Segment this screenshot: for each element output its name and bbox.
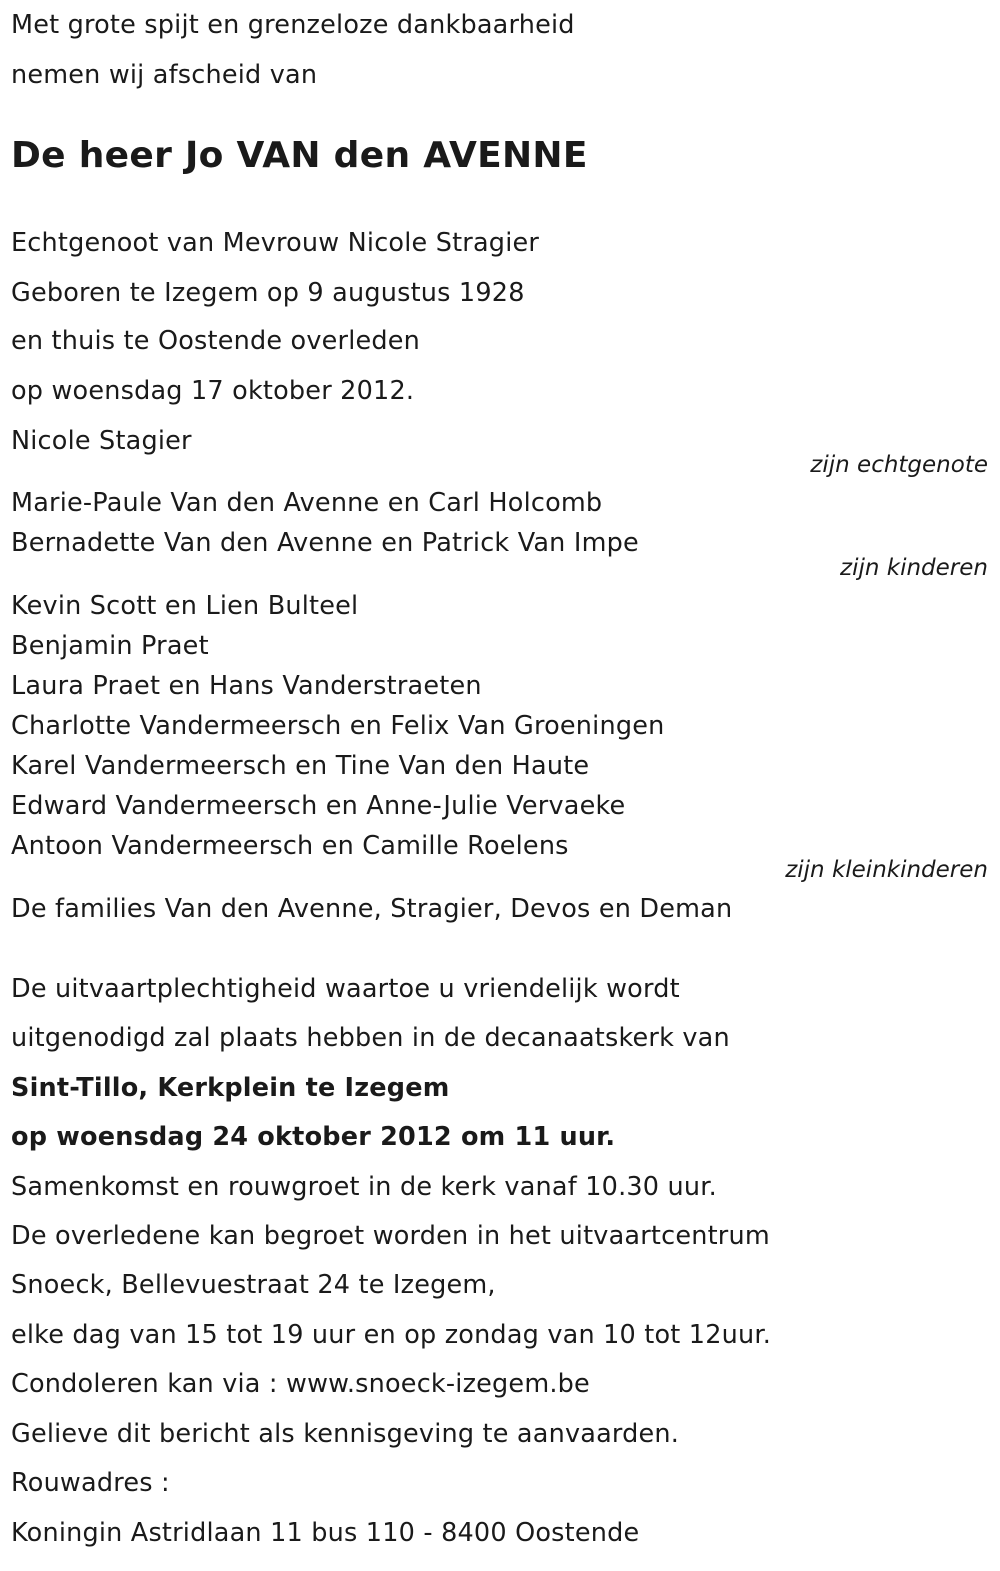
spouse-name: Nicole Stagier [11,426,192,456]
condolence-line: Condoleren kan via : www.snoeck-izegem.be [11,1369,590,1399]
deceased-name: De heer Jo VAN den AVENNE [11,135,588,176]
ceremony-detail-2: De overledene kan begroet worden in het uitvaartcentrum [11,1221,770,1251]
families-line: De families Van den Avenne, Stragier, Devos en Deman [11,894,733,924]
bio-line-1: Echtgenoot van Mevrouw Nicole Stragier [11,228,540,258]
grandchild-line-4: Charlotte Vandermeersch en Felix Van Groeningen [11,711,665,741]
mourning-address-label: Rouwadres : [11,1468,170,1498]
ceremony-detail-6: Gelieve dit bericht als kennisgeving te aanvaarden. [11,1419,680,1449]
grandchildren-relation: zijn kleinkinderen [785,857,988,883]
ceremony-detail-1: Samenkomst en rouwgroet in de kerk vanaf 10.30 uur. [11,1172,717,1202]
ceremony-datetime: op woensdag 24 oktober 2012 om 11 uur. [11,1122,616,1152]
children-relation: zijn kinderen [840,555,988,581]
mourning-address: Koningin Astridlaan 11 bus 110 - 8400 Oostende [11,1518,640,1548]
intro-line-1: Met grote spijt en grenzeloze dankbaarheid [11,10,575,40]
ceremony-intro-2: uitgenodigd zal plaats hebben in de decanaatskerk van [11,1023,730,1053]
grandchild-line-2: Benjamin Praet [11,631,209,661]
ceremony-location: Sint-Tillo, Kerkplein te Izegem [11,1073,450,1103]
child-line-2: Bernadette Van den Avenne en Patrick Van Impe [11,528,639,558]
grandchild-line-5: Karel Vandermeersch en Tine Van den Haute [11,751,590,781]
grandchild-line-7: Antoon Vandermeersch en Camille Roelens [11,831,569,861]
spouse-relation: zijn echtgenote [810,452,988,478]
grandchild-line-3: Laura Praet en Hans Vanderstraeten [11,671,482,701]
intro-line-2: nemen wij afscheid van [11,60,318,90]
ceremony-detail-3: Snoeck, Bellevuestraat 24 te Izegem, [11,1270,496,1300]
ceremony-detail-4: elke dag van 15 tot 19 uur en op zondag van 10 tot 12uur. [11,1320,772,1350]
bio-line-4: op woensdag 17 oktober 2012. [11,376,415,406]
ceremony-intro-1: De uitvaartplechtigheid waartoe u vriendelijk wordt [11,974,680,1004]
child-line-1: Marie-Paule Van den Avenne en Carl Holcomb [11,488,603,518]
grandchild-line-6: Edward Vandermeersch en Anne-Julie Vervaeke [11,791,626,821]
bio-line-3: en thuis te Oostende overleden [11,326,421,356]
bio-line-2: Geboren te Izegem op 9 augustus 1928 [11,278,525,308]
grandchild-line-1: Kevin Scott en Lien Bulteel [11,591,359,621]
